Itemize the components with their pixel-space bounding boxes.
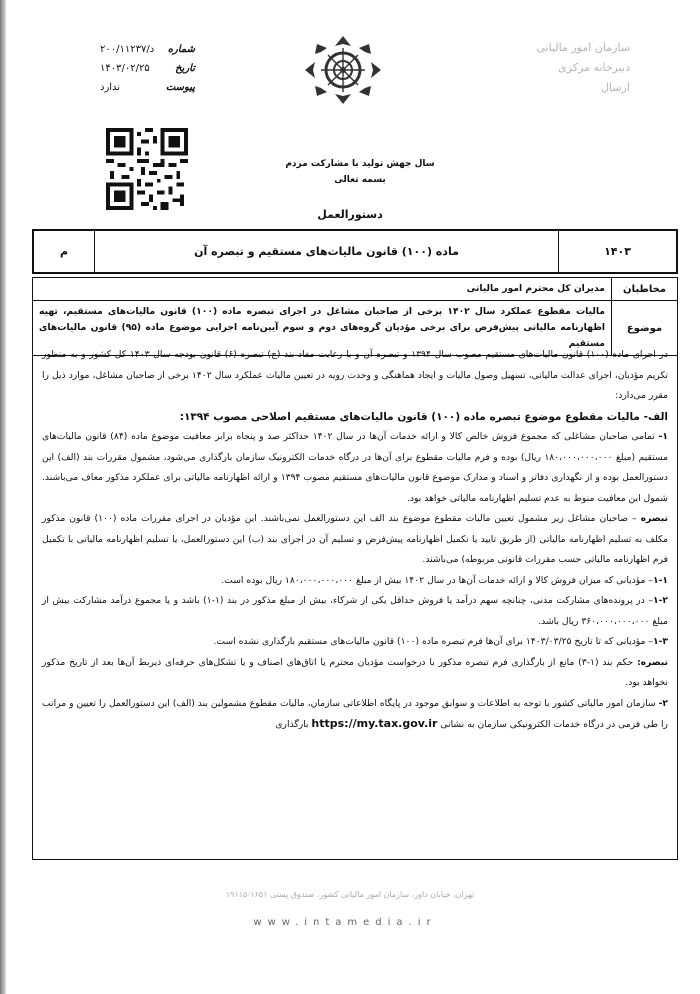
intro-paragraph: در اجرای ماده (۱۰۰) قانون مالیات‌های مستقیم مصوب سال ۱۳۹۴ و تبصره آن و با رعایت مفاد بند (ج) تبصره (۶) قانون بودجه سال ۱۴۰۳ کل کشور و به منظور تکریم مؤدیان، اجرای عدالت مالیاتی، تسهیل وصول مالیات و ایجاد هماهنگی و وحدت رویه در تعیین مالیات عملکرد سال ۱۴۰۲ برخی از صاحبان مشاغل، موارد ذیل را مقرر می‌دارد: [42,349,668,401]
item-1-3-number: ۱-۳ [652,636,668,647]
receipt-stamp [510,38,630,108]
item-2-tail: بارگذاری [275,719,312,730]
recipients-label: مخاطبان [611,278,677,300]
number-value: ۲۰۰/۱۱۲۳۷/د [100,44,155,55]
item-1 [42,427,668,509]
section-a-heading: الف- مالیات مقطوع موضوع تبصره ماده (۱۰۰) قانون مالیات‌های مستقیم اصلاحی مصوب ۱۳۹۴: [179,410,668,423]
item-2 [42,694,668,736]
stamp-line-2: دبیرخانه مرکزی [558,61,630,74]
item-1-1-number: ۱-۱ [652,574,668,586]
note-2 [42,653,668,694]
note-2-text: حکم بند (۱-۳) مانع از بارگذاری فرم تبصره مذکور با درخواست مؤدیان محترم یا اتاق‌های اصناف و یا تشکل‌های حرفه‌ای ذیربط آن‌ها بعد از تاریخ مذکور نخواهد بود. [42,656,668,688]
attachment-label: پیوست [165,82,195,93]
item-1-2-text: – در پرونده‌های مشارکت مدنی، چنانچه سهم درآمد یا فروش حداقل یکی از شرکاء، بیش از مبلغ مذکور در بند (۱-۱) باشد و یا مجموع درآمد مشارکت بیش از مبلغ ۳۶۰،۰۰۰،۰۰۰،۰۰۰ ریال باشد. [42,595,668,627]
item-1-number: ۱- [658,431,668,442]
item-2-number: ۲- [658,697,668,709]
slogan-block [270,156,450,188]
number-label: شماره [167,44,195,55]
date-label: تاریخ [175,63,195,74]
document-body [32,339,678,860]
subject-label: موضوع [611,301,677,355]
qr-code [106,128,188,210]
bismillah: بسمه تعالی [334,175,386,185]
note-1-label: تبصره [640,513,669,524]
item-1-1-text: – مؤدیانی که میزان فروش کالا و ارائه خدمات آن‌ها در سال ۱۴۰۲ بیش از مبلغ ۱۸۰،۰۰۰،۰۰۰،۰۰۰ ریال بوده است. [221,574,653,586]
stamp-line-3: ارسال [601,81,630,94]
recipients-row [33,278,677,301]
item-1-1 [42,571,668,592]
item-1-2 [42,591,668,632]
note-2-label: تبصره: [636,656,669,668]
note-1 [42,509,668,571]
title-code: م [59,245,69,258]
organization-emblem-icon [303,34,383,106]
item-1-2-number: ۱-۲ [652,595,668,606]
tax-portal-link[interactable]: https://my.tax.gov.ir [311,717,438,730]
footer-address: تهران، خیابان داور، سازمان امور مالیاتی کشور، صندوق پستی ۱۶۵۱-۱۹۱۱۵ [225,890,475,899]
attachment-value: ندارد [100,82,121,93]
date-value: ۱۴۰۳/۰۲/۲۵ [100,63,150,74]
title-row [32,229,678,274]
stamp-line-1: سازمان امور مالیاتی [536,41,630,54]
item-1-text: تمامی صاحبان مشاغلی که مجموع فروش خالص کالا و ارائه خدمات آن‌ها در سال ۱۴۰۲ حداکثر صد و پنجاه برابر معافیت موضوع ماده (۸۴) قانون مالیات‌های مستقیم (مبلغ ۱۸۰،۰۰۰،۰۰۰،۰۰۰ ریال) بوده و فرم مالیات مقطوع برای آن‌ها در درگاه خدمات الکترونیک سازمان بارگذاری می‌شود، مشمول مقررات بند (الف) این دستورالعمل بوده و از نگهداری دفاتر و اسناد و مدارک موضوع قانون مالیات‌های مستقیم مصوب ۱۳۹۴ و ارائه اظهارنامه مالیاتی برای عملکرد مذکور معاف می‌باشند. شمول این معافیت منوط به عدم تسلیم اظهارنامه مالیاتی خواهد بود. [42,431,668,504]
title-main: ماده (۱۰۰) قانون مالیات‌های مستقیم و تبصره آن [94,231,558,272]
item-1-3 [42,632,668,653]
item-1-3-text: – مؤدیانی که تا تاریخ ۱۴۰۳/۰۳/۲۵ برای آن‌ها فرم تبصره ماده (۱۰۰) قانون مالیات‌های مستقیم بارگذاری نشده است. [213,636,653,647]
footer-website: www.intamedia.ir [253,917,437,928]
recipients-value: مدیران کل محترم امور مالیاتی [466,283,605,294]
item-2-text: سازمان امور مالیاتی کشور با توجه به اطلاعات و سوابق موجود در پایگاه اطلاعاتی سازمان، مالیات مقطوع مشمولین بند (الف) این دستورالعمل را تعیین و مراتب را طی فرمی در درگاه خدمات الکترونیکی سازمان به نشانی [42,697,668,730]
document-title: دستورالعمل [317,208,383,221]
note-1-text: – صاحبان مشاغل زیر مشمول تعیین مالیات مقطوع موضوع بند الف این دستورالعمل نمی‌باشند. این مؤدیان در اجرای مقررات ماده (۱۰۰) قانون مذکور مکلف به تسلیم اظهارنامه مالیاتی (از طریق تایید یا تکمیل اظهارنامه پیش‌فرض و تسلیم آن در اجرای بند (ب) این دستورالعمل، یا تسلیم اظهارنامه مالیاتی با تکمیل فرم اظهارنامه مالیاتی حسب مقررات قانونی مربوطه) می‌باشند. [42,513,668,565]
year-slogan: سال جهش تولید با مشارکت مردم [285,159,435,169]
scan-edge [0,0,6,994]
title-year: ۱۴۰۳ [558,231,676,272]
subject-value: مالیات مقطوع عملکرد سال ۱۴۰۲ برخی از صاحبان مشاغل در اجرای تبصره ماده (۱۰۰) قانون مالیات‌های مستقیم، تهیه اظهارنامه مالیاتی پیش‌فرض برای برخی مؤدیان گروه‌های دوم و سوم آیین‌نامه اجرایی موضوع ماده (۹۵) قانون مالیات‌های مستقیم [39,306,605,349]
letter-meta [100,40,195,97]
